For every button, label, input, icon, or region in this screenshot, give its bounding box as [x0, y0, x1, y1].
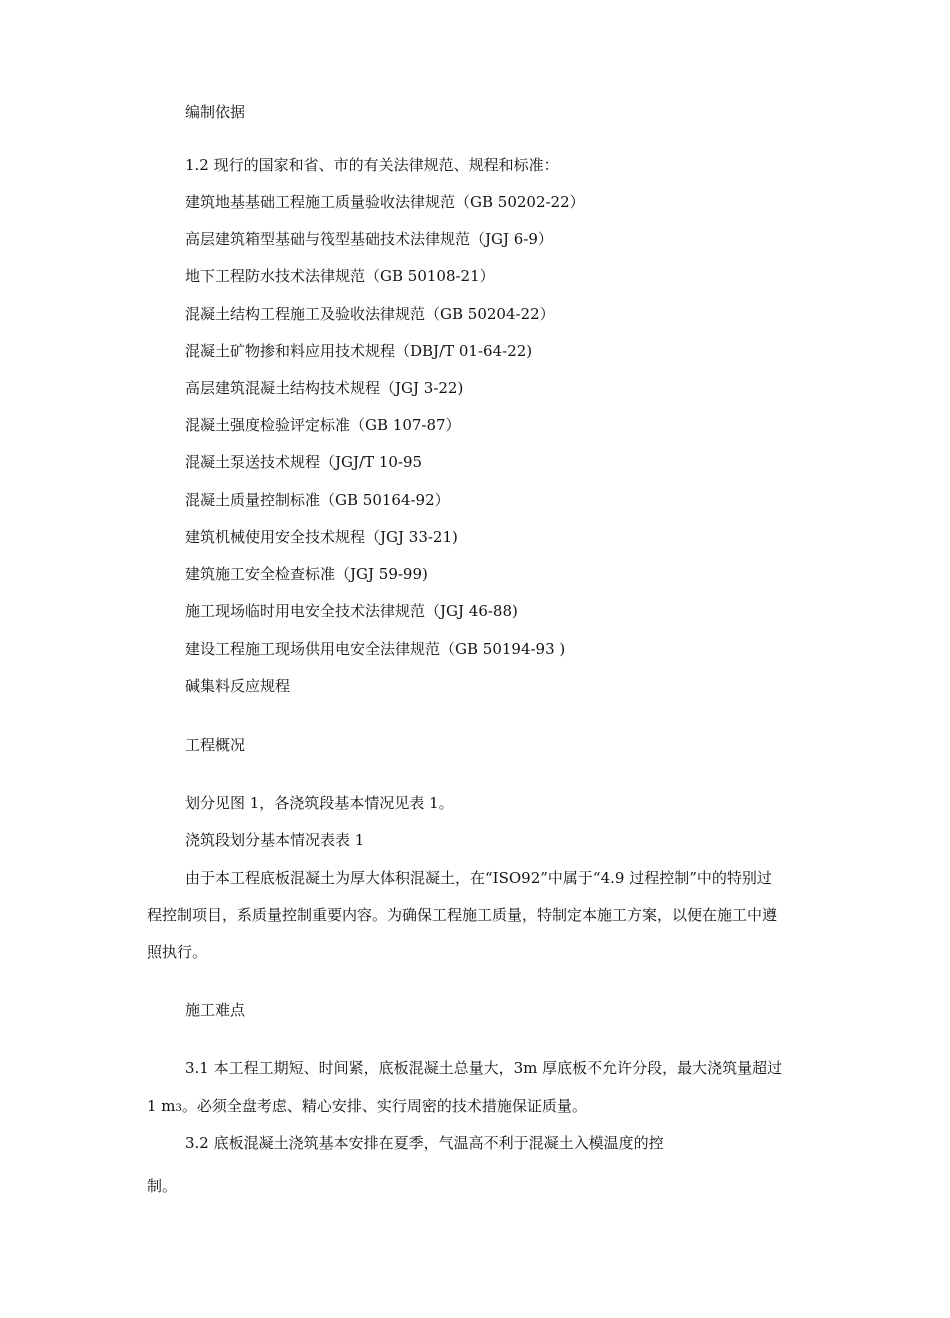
- standard-item: 高层建筑箱型基础与筏型基础技术法律规范（JGJ 6-9）: [185, 230, 553, 248]
- section-heading-difficulty: 施工难点: [185, 1001, 246, 1019]
- basis-intro: 1.2 现行的国家和省、市的有关法律规范、规程和标准：: [185, 156, 559, 174]
- paragraph-line: 制。: [147, 1177, 178, 1195]
- overview-line: 划分见图 1，各浇筑段基本情况见表 1。: [185, 794, 454, 812]
- paragraph-line: 3.2 底板混凝土浇筑基本安排在夏季，气温高不利于混凝土入模温度的控: [185, 1134, 664, 1152]
- standard-item: 混凝土强度检验评定标准（GB 107-87）: [185, 416, 461, 434]
- standard-item: 混凝土泵送技术规程（JGJ/T 10-95: [185, 453, 423, 471]
- standard-item: 建筑地基基础工程施工质量验收法律规范（GB 50202-22）: [185, 193, 585, 211]
- section-heading-basis: 编制依据: [185, 103, 246, 121]
- standard-item: 建筑施工安全检查标准（JGJ 59-99): [185, 565, 428, 583]
- paragraph-line: 照执行。: [147, 943, 208, 961]
- standard-item: 混凝土结构工程施工及验收法律规范（GB 50204-22）: [185, 305, 555, 323]
- standard-item: 混凝土质量控制标准（GB 50164-92）: [185, 491, 450, 509]
- standard-item: 建筑机械使用安全技术规程（JGJ 33-21): [185, 528, 458, 546]
- standard-item: 施工现场临时用电安全技术法律规范（JGJ 46-88): [185, 602, 518, 620]
- standard-item: 混凝土矿物掺和料应用技术规程（DBJ/T 01-64-22): [185, 342, 533, 360]
- standard-item: 地下工程防水技术法律规范（GB 50108-21）: [185, 267, 495, 285]
- paragraph-line: 程控制项目，系质量控制重要内容。为确保工程施工质量，特制定本施工方案，以便在施工中遵: [147, 906, 778, 924]
- paragraph-line: 由于本工程底板混凝土为厚大体积混凝土，在“ISO92”中属于“4.9 过程控制”中的特别过: [185, 869, 772, 887]
- table-caption: 浇筑段划分基本情况表表 1: [185, 831, 365, 849]
- standard-item: 碱集料反应规程: [185, 677, 291, 695]
- standard-item: 高层建筑混凝土结构技术规程（JGJ 3-22): [185, 379, 464, 397]
- paragraph-text: 。必须全盘考虑、精心安排、实行周密的技术措施保证质量。: [181, 1097, 587, 1115]
- standard-item: 建设工程施工现场供用电安全法律规范（GB 50194-93 ): [185, 640, 566, 658]
- unit-exponent: 3: [175, 1103, 182, 1114]
- section-heading-overview: 工程概况: [185, 736, 246, 754]
- paragraph-line: [147, 1096, 587, 1119]
- paragraph-line: 3.1 本工程工期短、时间紧，底板混凝土总量大，3m 厚底板不允许分段，最大浇筑量超过: [185, 1059, 783, 1077]
- volume-value: 1 m: [147, 1097, 176, 1115]
